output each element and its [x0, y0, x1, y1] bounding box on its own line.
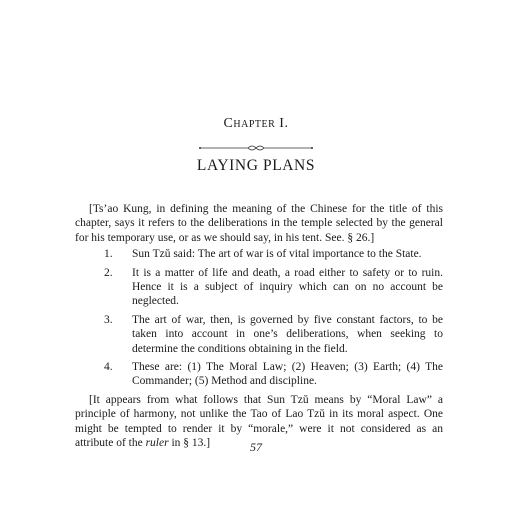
chapter-label: Chapter I. [223, 116, 289, 131]
paragraph-text: Sun Tzŭ said: The art of war is of vital importance to the State. [132, 248, 422, 261]
paragraph-number: 3. [104, 313, 113, 326]
paragraph-number: 1. [104, 248, 113, 261]
closing-note-end: in § 13.] [168, 437, 211, 450]
chapter-ornament [196, 143, 316, 153]
numbered-paragraph-3 [75, 313, 443, 356]
chapter-title: LAYING PLANS [196, 157, 316, 174]
paragraph-number: 2. [104, 266, 113, 279]
chapter-body [75, 202, 443, 453]
paragraph-text: The art of war, then, is governed by five constant factors, to be taken into account in one’s deliberations, when seeking to determine the conditions obtaining in the field. [132, 313, 443, 355]
numbered-paragraph-1 [75, 247, 443, 261]
closing-note-emphasis: ruler [145, 437, 169, 450]
page-number: 57 [250, 440, 262, 454]
closing-note-text: [It appears from what follows that Sun Tzŭ means by “Moral Law” a principle of harmony, not unlike the Tao of Lao Tzŭ in its moral aspect. One might be tempted to render it by “morale,” were it not considered as an attribute of the [75, 393, 443, 450]
paragraph-number: 4. [104, 361, 113, 374]
paragraph-text: It is a matter of life and death, a road either to safety or to ruin. Hence it is a subject of inquiry which can on no account be neglected. [132, 266, 443, 308]
numbered-paragraph-4 [75, 360, 443, 389]
intro-note: [Ts’ao Kung, in defining the meaning of the Chinese for the title of this chapter, says it refers to the deliberations in the temple selected by the general for his temporary use, or as we should say, in his tent. See. § 26.] [75, 203, 443, 244]
paragraph-text: These are: (1) The Moral Law; (2) Heaven; (3) Earth; (4) The Commander; (5) Method and discipline. [132, 361, 443, 388]
numbered-paragraph-2 [75, 266, 443, 309]
